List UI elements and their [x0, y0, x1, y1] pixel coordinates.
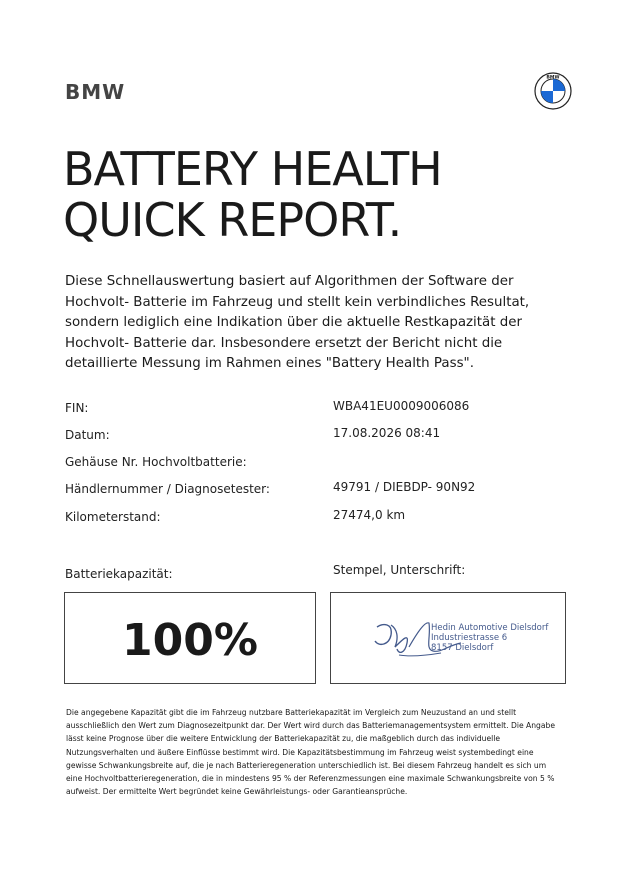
mileage-label: Kilometerstand:: [65, 510, 161, 524]
intro-paragraph: Diese Schnellauswertung basiert auf Algorithmen der Software der Hochvolt- Batterie im Fahrzeug und stellt kein verbindliches Resultat, sondern lediglich eine Indikation über die aktuelle Restkapazität der Hochvolt- Batterie dar. Insbesondere ersetzt der Bericht nicht die detaillierte Messung im Rahmen eines "Battery Health Pass".: [65, 274, 530, 371]
battery-housing-label: Gehäuse Nr. Hochvoltbatterie:: [65, 455, 247, 469]
stamp-line-2: Industriestrasse 6: [431, 633, 508, 643]
roundel-text: BMW: [546, 75, 560, 81]
fin-value: WBA41EU0009006086: [333, 399, 470, 413]
date-value: 17.08.2026 08:41: [333, 426, 441, 440]
title-line-2: QUICK REPORT.: [63, 193, 402, 247]
bmw-roundel-icon: [534, 72, 572, 110]
disclaimer-text: Die angegebene Kapazität gibt die im Fahrzeug nutzbare Batteriekapazität im Vergleich zum Neuzustand an und stellt ausschließlich den Wert zum Diagnosezeitpunkt dar. Der Wert wird durch das Batteriemanagementsystem ermittelt. Die Angabe lässt keine Prognose über die weitere Entwicklung der Batteriekapazität zu, die maßgeblich durch das individuelle Nutzungsverhalten und äußere Einflüsse bestimmt wird. Die Kapazitätsbestimmung im Fahrzeug weist systembedingt eine gewisse Schwankungsbreite auf, die je nach Batterieregeneration unterschiedlich ist. Bei diesem Fahrzeug handelt es sich um eine Hochvoltbatterieregeneration, die in mindestens 95 % der Referenzmessungen eine maximale Schwankungsbreite von 5 % aufweist. Der ermittelte Wert begründet keine Gewährleistungs- oder Garantieansprüche.: [66, 708, 555, 797]
mileage-value: 27474,0 km: [333, 508, 406, 522]
date-label: Datum:: [65, 428, 110, 442]
report-title: [63, 144, 442, 246]
capacity-label: Batteriekapazität:: [65, 567, 173, 581]
fin-label: FIN:: [65, 401, 89, 415]
dealer-label: Händlernummer / Diagnosetester:: [65, 482, 270, 496]
stamp-line-1: Hedin Automotive Dielsdorf: [431, 623, 549, 633]
capacity-box: [64, 592, 316, 684]
brand-wordmark: BMW: [65, 80, 126, 104]
stamp-line-3: 8157 Dielsdorf: [431, 643, 494, 653]
stamp-box: [330, 592, 566, 684]
dealer-value: 49791 / DIEBDP- 90N92: [333, 480, 476, 494]
capacity-value: 100%: [122, 615, 258, 666]
dealer-stamp: [431, 623, 548, 653]
title-line-1: BATTERY HEALTH: [63, 142, 442, 196]
stamp-label: Stempel, Unterschrift:: [333, 563, 466, 577]
